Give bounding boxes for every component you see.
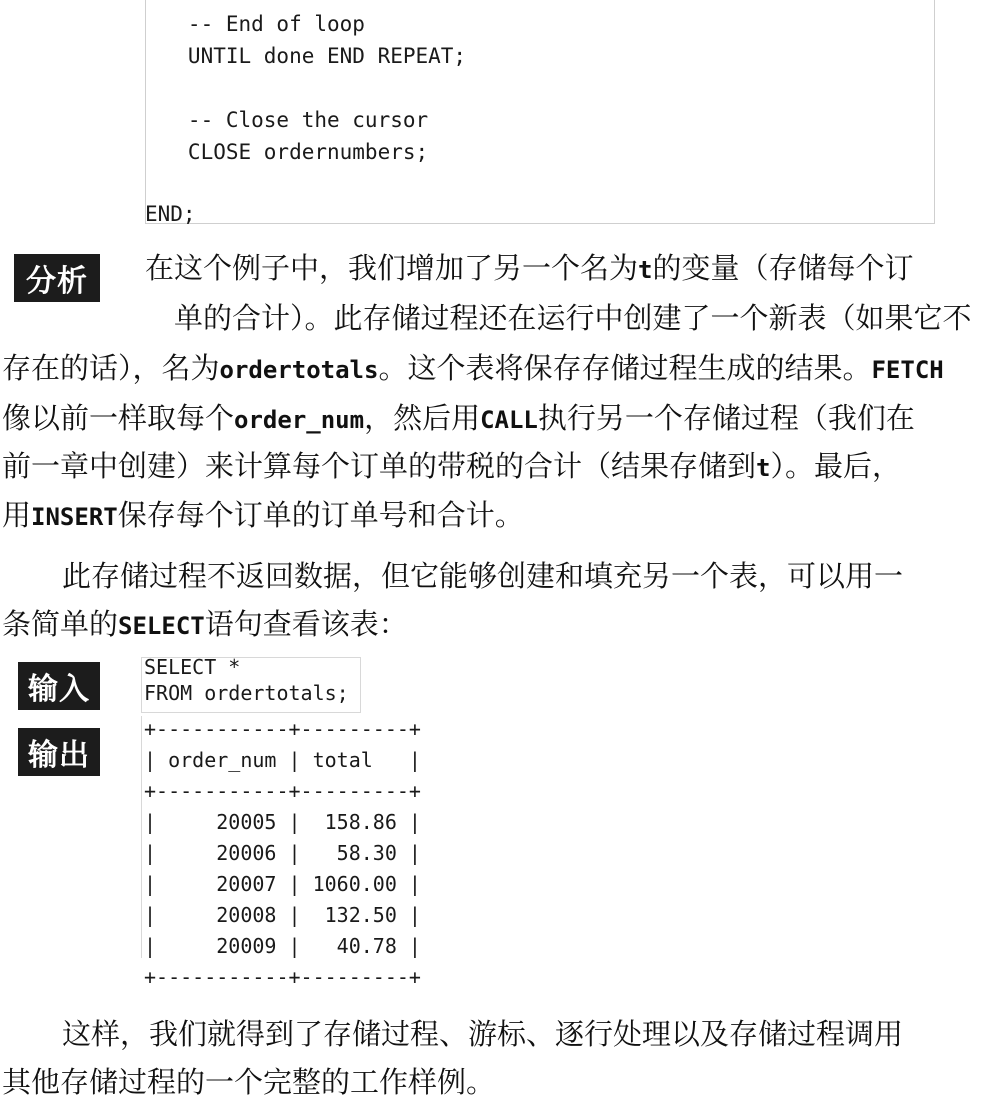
output-row: | 20008 | 132.50 | (144, 903, 421, 927)
output-row: | 20009 | 40.78 | (144, 934, 421, 958)
code-line-close-comment: -- Close the cursor (150, 108, 429, 132)
conclusion-line-1: 这样，我们就得到了存储过程、游标、逐行处理以及存储过程调用 (62, 1017, 904, 1051)
analysis-line-6: 用INSERT保存每个订单的订单号和合计。 (2, 498, 524, 532)
code-line-end-of-loop: -- End of loop (150, 12, 365, 36)
output-table (144, 714, 421, 993)
para2-line-2: 条简单的SELECT语句查看该表： (2, 607, 408, 641)
analysis-tag: 分析 (14, 254, 100, 302)
code-line-end: END; (145, 202, 196, 226)
output-border-mid: +-----------+---------+ (144, 779, 421, 803)
code-line-close-cursor: CLOSE ordernumbers; (150, 140, 429, 164)
analysis-line-3: 存在的话），名为ordertotals。这个表将保存存储过程生成的结果。FETCH (2, 351, 944, 385)
input-tag: 输入 (18, 662, 100, 710)
output-border-top: +-----------+---------+ (144, 717, 421, 741)
code-line-until: UNTIL done END REPEAT; (150, 44, 467, 68)
para2-line-1: 此存储过程不返回数据，但它能够创建和填充另一个表，可以用一 (62, 559, 904, 593)
output-border-bottom: +-----------+---------+ (144, 965, 421, 989)
analysis-line-1: 在这个例子中，我们增加了另一个名为t的变量（存储每个订 (145, 251, 914, 285)
output-row: | 20006 | 58.30 | (144, 841, 421, 865)
input-code: SELECT * FROM ordertotals; (144, 655, 349, 705)
analysis-line-5: 前一章中创建）来计算每个订单的带税的合计（结果存储到t）。最后， (2, 449, 901, 483)
conclusion-line-2: 其他存储过程的一个完整的工作样例。 (2, 1065, 496, 1099)
output-tag: 输出 (18, 728, 100, 776)
output-row: | 20007 | 1060.00 | (144, 872, 421, 896)
output-row: | 20005 | 158.86 | (144, 810, 421, 834)
analysis-line-2: 单的合计）。此存储过程还在运行中创建了一个新表（如果它不 (174, 301, 972, 335)
output-header: | order_num | total | (144, 748, 421, 772)
analysis-line-4: 像以前一样取每个order_num，然后用CALL执行另一个存储过程（我们在 (2, 401, 915, 435)
